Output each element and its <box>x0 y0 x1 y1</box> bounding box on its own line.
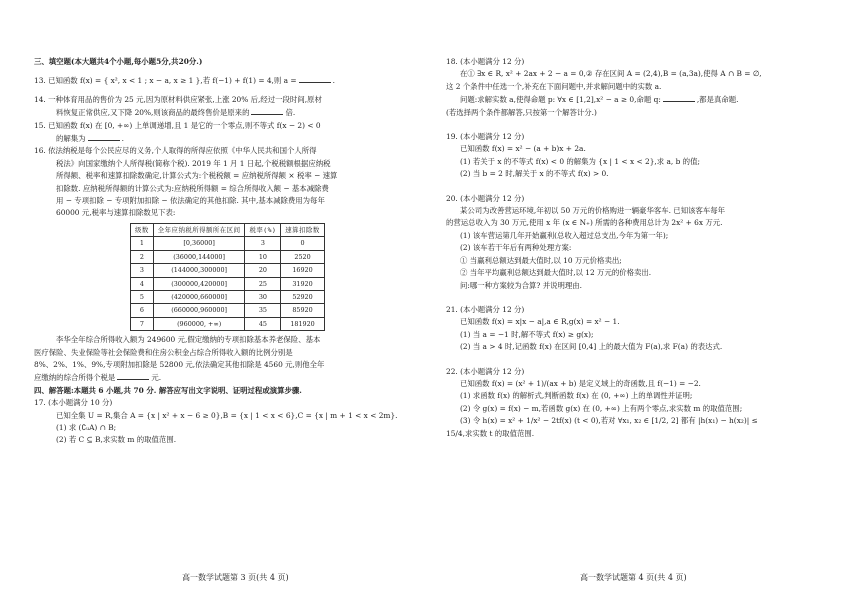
question-14-line2: 料恢复正常供应,又下降 20%,则该商品的最终售价是原来的 倍. <box>56 108 296 118</box>
question-21-part1: (1) 当 a = −1 时,解不等式 f(x) ≥ g(x); <box>460 329 594 339</box>
table-cell: 7 <box>131 317 154 330</box>
table-cell: 35 <box>245 304 281 317</box>
question-16-line7: 李华全年综合所得收入额为 249600 元,假定缴纳的专项扣除基本养老保险、基本 <box>56 335 321 345</box>
question-17-stem: 已知全集 U = R,集合 A = {x | x² + x − 6 ≥ 0},B = {x | 1 < x < 6},C = {x | m + 1 < x < 2m}. <box>56 410 398 420</box>
answer-blank <box>299 74 331 83</box>
question-19-part1: (1) 若关于 x 的不等式 f(x) < 0 的解集为 {x | 1 < x < 2},求 a, b 的值; <box>460 156 700 166</box>
table-cell: 16920 <box>281 264 324 277</box>
table-cell: 52920 <box>281 290 324 303</box>
answer-blank <box>251 106 283 115</box>
table-cell: [0,36000] <box>153 237 245 250</box>
table-cell: 25 <box>245 277 281 290</box>
section-4-heading: 四、解答题:本题共 6 小题,共 70 分. 解答应写出文字说明、证明过程或演算步骤. <box>34 385 302 395</box>
table-cell: 10 <box>245 250 281 263</box>
table-row <box>131 290 325 303</box>
question-21-part2: (2) 当 a > 4 时,记函数 f(x) 在区间 [0,4] 上的最大值为 F(a),求 F(a) 的表达式. <box>460 342 723 352</box>
question-16-line5: 用 − 专项扣除 − 专项附加扣除 − 依法确定的其他扣除. 其中,基本减除费用为每年 <box>56 196 325 206</box>
footer-left-page-number: 高一数学试题第 3 页(共 4 页) <box>182 573 289 582</box>
right-page <box>446 56 836 440</box>
question-16-line9: 8%、2%、1%、9%,专项附加扣除是 52800 元,依法确定其他扣除是 4560 元,则他全年 <box>34 359 325 369</box>
table-row <box>131 317 325 330</box>
question-15-line1: 15. 已知函数 f(x) 在 [0, +∞) 上单调递增,且 1 是它的一个零点,则不等式 f(x − 2) < 0 <box>34 120 321 130</box>
table-cell: 20 <box>245 264 281 277</box>
table-cell: 3 <box>245 237 281 250</box>
question-17-part1: (1) 求 (∁ᵤA) ∩ B; <box>56 422 117 432</box>
table-cell: 6 <box>131 304 154 317</box>
table-cell: 45 <box>245 317 281 330</box>
question-20-ask: 问:哪一种方案较为合算? 并说明理由. <box>460 280 583 290</box>
table-cell: (660000,960000] <box>153 304 245 317</box>
question-21-heading: 21. (本小题满分 12 分) <box>446 304 525 314</box>
question-22-part2: (2) 令 g(x) = f(x) − m,若函数 g(x) 在 (0, +∞) 上有两个零点,求实数 m 的取值范围; <box>460 403 743 413</box>
table-cell: 30 <box>245 290 281 303</box>
question-22-part3-cont: 15/4,求实数 t 的取值范围. <box>446 428 535 438</box>
question-14-line1: 14. 一种体育用品的售价为 25 元,因为原材料供应紧张,上涨 20% 后,经过一段时间,原材 <box>34 94 322 104</box>
table-row <box>131 237 325 250</box>
question-20-heading: 20. (本小题满分 12 分) <box>446 193 525 203</box>
question-20-option1: ① 当赢利总额达到最大值时,以 10 万元价格卖出; <box>460 255 622 265</box>
question-22-stem: 已知函数 f(x) = (x² + 1)/(ax + b) 是定义域上的奇函数,且 f(−1) = −2. <box>460 378 701 388</box>
table-row <box>131 264 325 277</box>
answer-blank <box>663 93 695 102</box>
question-18-note: (若选择两个条件都解答,只按第一个解答计分.) <box>446 107 597 117</box>
tax-rate-table <box>130 223 325 331</box>
table-cell: 1 <box>131 237 154 250</box>
table-header: 税率(%) <box>245 223 281 236</box>
question-16-line3: 所得额、税率和速算扣除数确定,计算公式为:个税税额 = 应纳税所得额 × 税率 − 速算 <box>56 171 338 181</box>
table-cell: (420000,660000] <box>153 290 245 303</box>
question-18-line1: 在① ∃x ∈ R, x² + 2ax + 2 − a = 0,② 存在区间 A = (2,4),B = (a,3a),使得 A ∩ B = ∅, <box>460 69 762 79</box>
table-cell: 31920 <box>281 277 324 290</box>
question-17-part2: (2) 若 C ⊆ B,求实数 m 的取值范围. <box>56 435 177 445</box>
question-16-line4: 扣除数. 应纳税所得额的计算公式为:应纳税所得额 = 综合所得收入额 − 基本减除费 <box>56 183 329 193</box>
table-header-row <box>131 223 325 236</box>
question-20-part2: (2) 该车若干年后有两种处理方案: <box>460 243 572 253</box>
table-row <box>131 277 325 290</box>
question-22-heading: 22. (本小题满分 12 分) <box>446 366 525 376</box>
question-17-heading: 17. (本小题满分 10 分) <box>34 398 113 408</box>
table-cell: 0 <box>281 237 324 250</box>
table-cell: (960000, +∞) <box>153 317 245 330</box>
table-cell: 5 <box>131 290 154 303</box>
question-22-part1: (1) 求函数 f(x) 的解析式,判断函数 f(x) 在 (0, +∞) 上的单调性并证明; <box>460 391 693 401</box>
table-header: 全年应纳税所得额所在区间 <box>153 223 245 236</box>
table-cell: 181920 <box>281 317 324 330</box>
question-19-part2: (2) 当 b = 2 时,解关于 x 的不等式 f(x) > 0. <box>460 169 609 179</box>
question-16-line2: 税法》向国家缴纳个人所得税(简称个税). 2019 年 1 月 1 日起,个税税额根据应纳税 <box>56 158 331 168</box>
question-15-line2: 的解集为 . <box>56 134 124 144</box>
table-header: 级数 <box>131 223 154 236</box>
answer-blank <box>88 132 120 141</box>
question-13: 13. 已知函数 f(x) = { x², x < 1 ; x − a, x ≥ 1 },若 f(−1) + f(1) = 4,则 a = . <box>34 76 335 86</box>
footer-right-page-number: 高一数学试题第 4 页(共 4 页) <box>580 573 687 582</box>
table-row <box>131 250 325 263</box>
question-16-line10: 应缴纳的综合所得个税是 元. <box>34 373 162 383</box>
table-cell: 85920 <box>281 304 324 317</box>
table-cell: 2520 <box>281 250 324 263</box>
section-3-heading: 三、填空题(本大题共4个小题,每小题5分,共20分.) <box>34 57 203 66</box>
question-20-line2: 的营运总收入为 30 万元,使用 x 年 (x ∈ N₊) 所需的各种费用总计为 2x² + 6x 万元. <box>446 218 723 228</box>
left-page <box>34 56 426 447</box>
table-cell: (36000,144000] <box>153 250 245 263</box>
question-21-stem: 已知函数 f(x) = x|x − a|,a ∈ R,g(x) = x² − 1. <box>460 317 620 327</box>
question-20-option2: ② 当年平均赢利总额达到最大值时,以 12 万元的价格卖出. <box>460 268 652 278</box>
question-22-part3: (3) 令 h(x) = x² + 1/x² − 2tf(x) (t < 0),若对 ∀x₁, x₂ ∈ [1/2, 2] 都有 |h(x₁) − h(x₂)| ≤ <box>460 416 758 426</box>
question-16-line8: 医疗保险、失业保险等社会保险费和住房公积金占综合所得收入额的比例分别是 <box>34 347 293 357</box>
question-16-line6: 60000 元,税率与速算扣除数见下表: <box>56 208 176 218</box>
table-cell: (300000,420000] <box>153 277 245 290</box>
answer-blank <box>117 371 149 380</box>
table-cell: (144000,300000] <box>153 264 245 277</box>
question-20-part1: (1) 该车营运第几年开始赢利(总收入超过总支出,今年为第一年); <box>460 230 669 240</box>
table-cell: 3 <box>131 264 154 277</box>
table-row <box>131 304 325 317</box>
question-18-line3: 问题:求解实数 a,使得命题 p: ∀x ∈ [1,2],x² − a ≥ 0,命题 q: ,都是真命题. <box>460 95 739 105</box>
table-cell: 2 <box>131 250 154 263</box>
question-18-heading: 18. (本小题满分 12 分) <box>446 57 525 66</box>
question-19-heading: 19. (本小题满分 12 分) <box>446 132 525 142</box>
question-16-line1: 16. 依法纳税是每个公民应尽的义务,个人取得的所得应依照《中华人民共和国个人所得 <box>34 146 317 156</box>
question-19-stem: 已知函数 f(x) = x² − (a + b)x + 2a. <box>460 144 586 154</box>
question-18-line2: 这 2 个条件中任选一个,补充在下面问题中,并求解问题中的实数 a. <box>446 81 662 91</box>
table-cell: 4 <box>131 277 154 290</box>
question-20-line1: 某公司为改善营运环境,年初以 50 万元的价格购进一辆豪华客车. 已知该客车每年 <box>460 206 726 216</box>
table-header: 速算扣除数 <box>281 223 324 236</box>
